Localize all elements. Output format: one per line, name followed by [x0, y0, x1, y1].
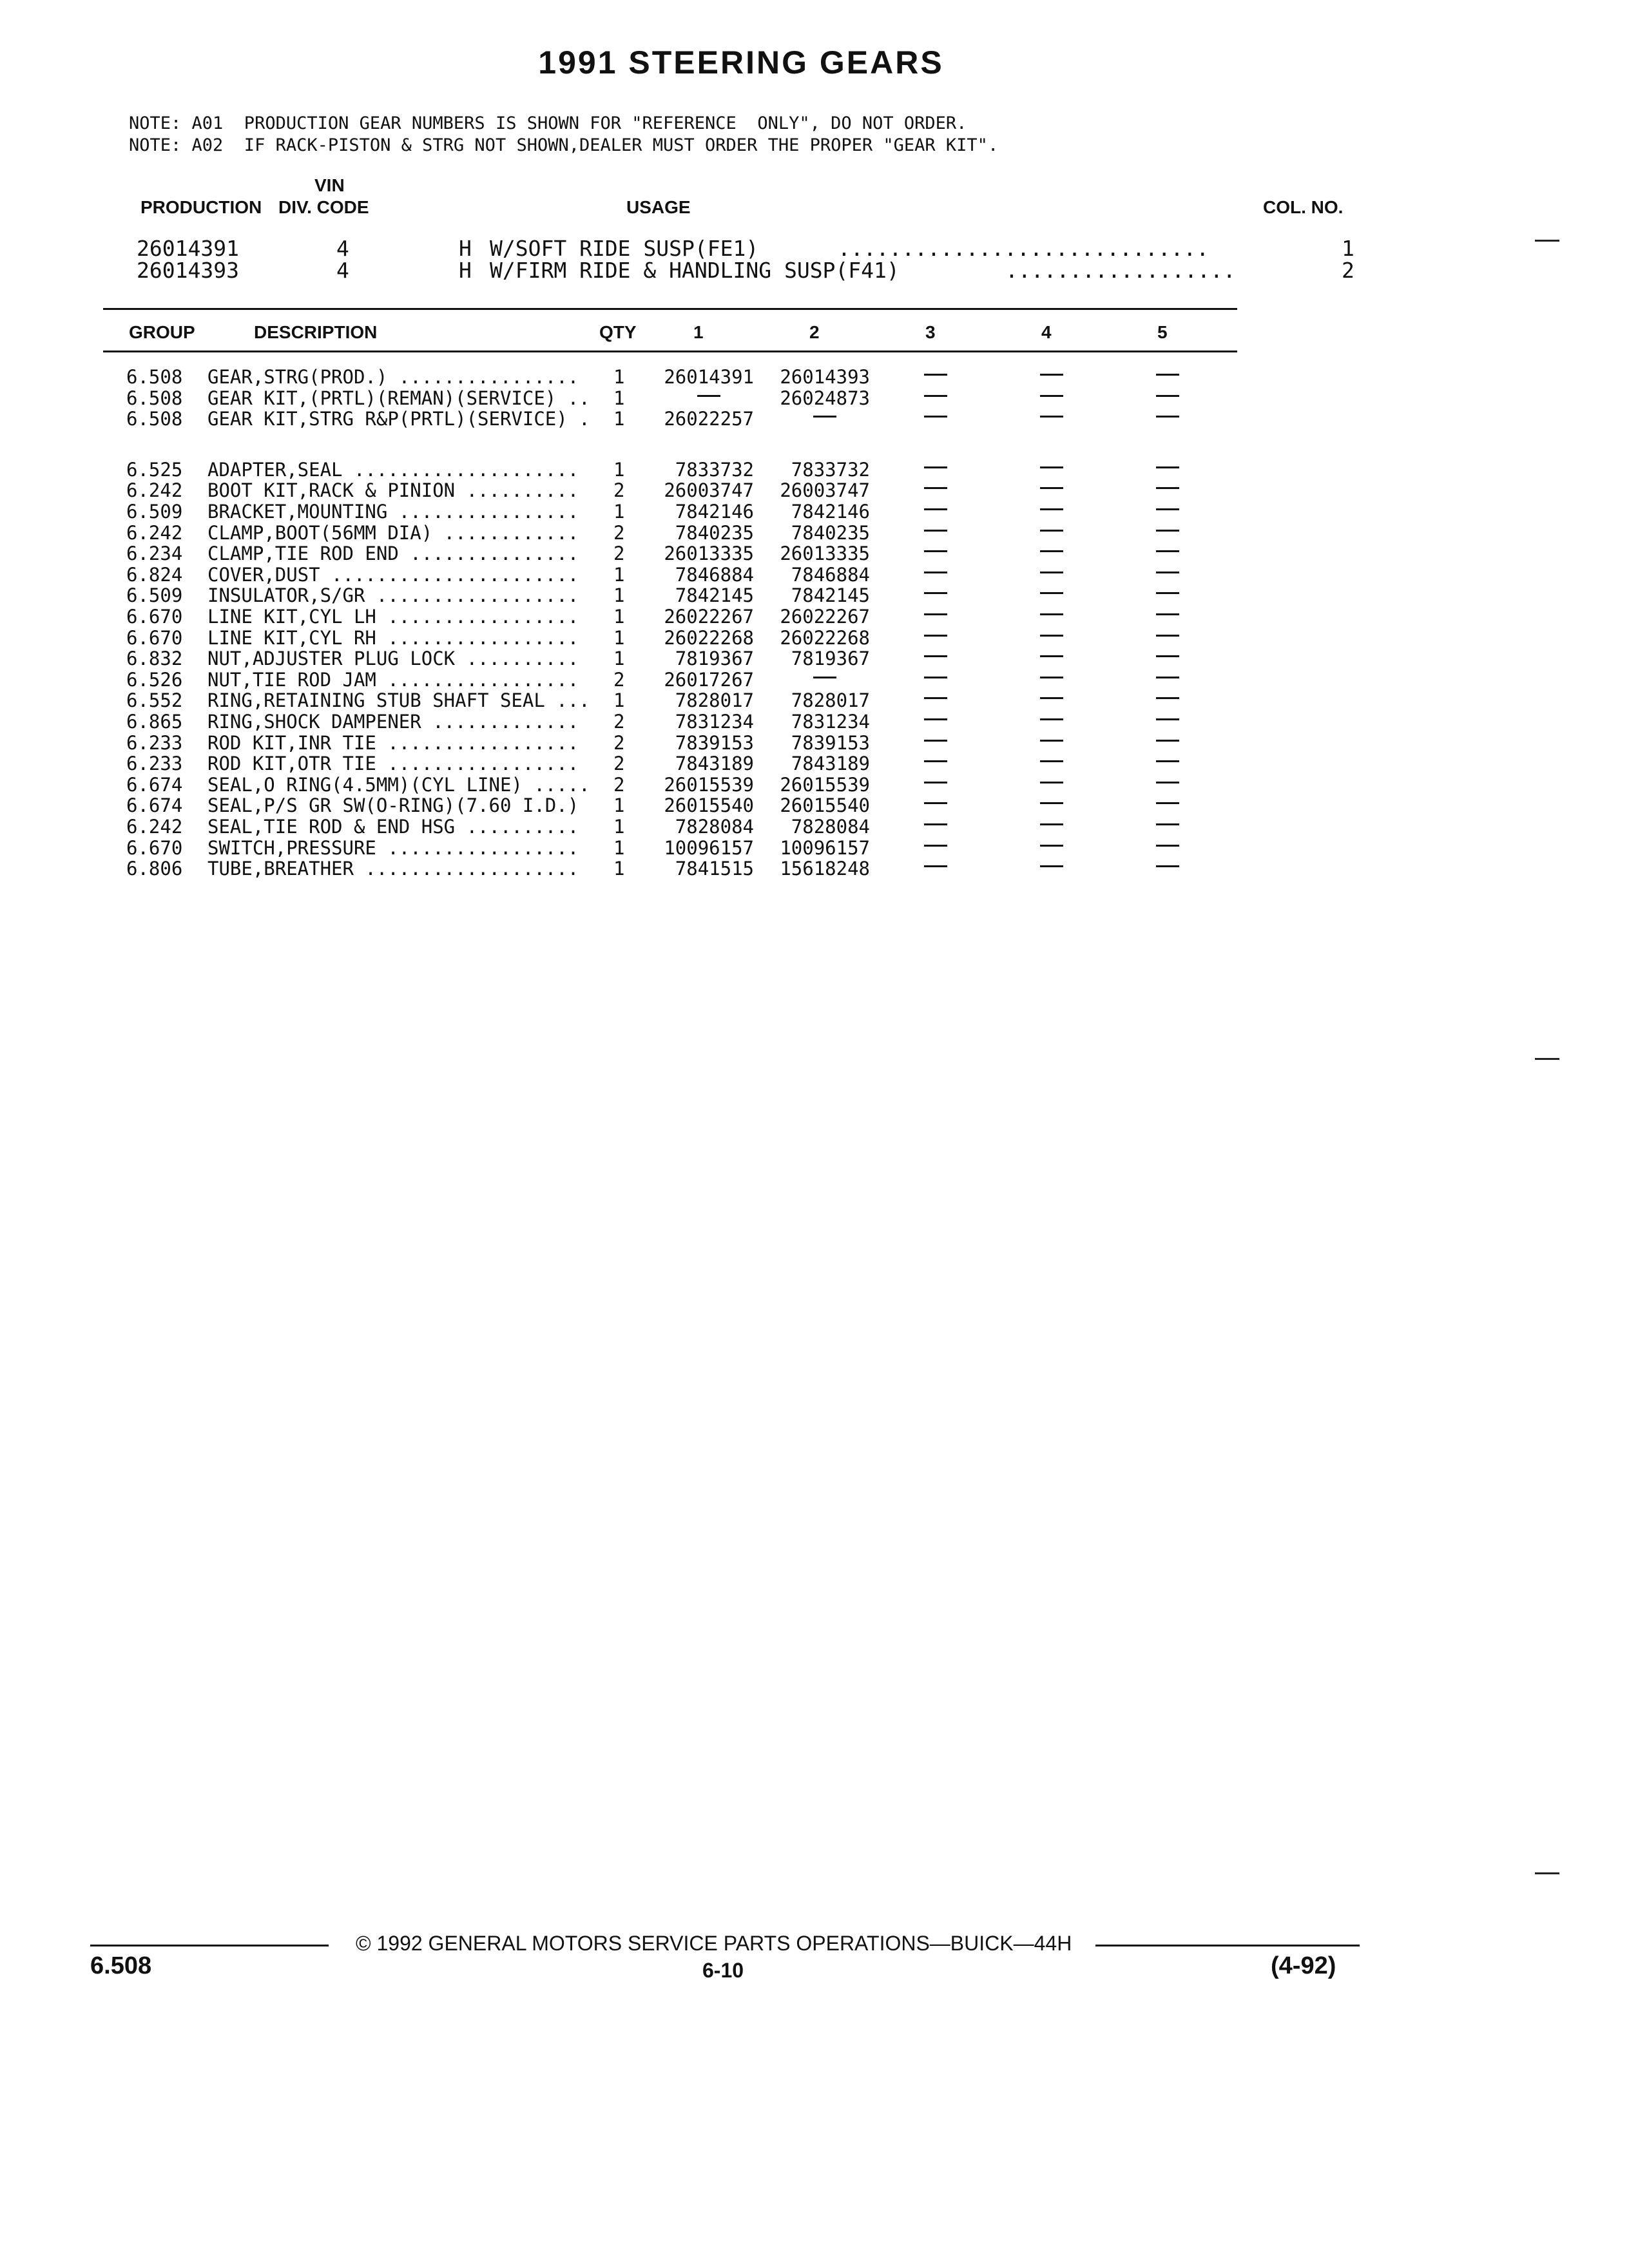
table-row — [0, 501, 1629, 521]
row-col-3-dash — [924, 655, 947, 657]
row-col-2: 7842146 — [791, 501, 870, 523]
row-col-3-dash — [924, 592, 947, 594]
row-qty: 1 — [613, 794, 625, 816]
row-col-4-dash — [1040, 374, 1063, 376]
row-qty: 2 — [613, 753, 625, 774]
row-col-3-dash — [924, 530, 947, 532]
row-col-5-dash — [1156, 613, 1179, 615]
row-description: SEAL,P/S GR SW(O-RING)(7.60 I.D.) — [207, 794, 579, 816]
row-col-1: 7842146 — [675, 501, 754, 523]
row-col-1: 26015540 — [664, 794, 754, 816]
table-row — [0, 564, 1629, 584]
margin-mark — [1535, 240, 1559, 242]
description-column-header: DESCRIPTION — [254, 322, 378, 342]
row-group: 6.832 — [126, 648, 183, 669]
row-col-2: 15618248 — [780, 858, 870, 879]
row-description: BOOT KIT,RACK & PINION .......... — [207, 479, 579, 501]
row-col-2: 7831234 — [791, 711, 870, 733]
row-col-5-dash — [1156, 823, 1179, 825]
row-col-2: 7839153 — [791, 732, 870, 754]
row-description: ROD KIT,OTR TIE ................. — [207, 753, 579, 774]
row-col-2: 26014393 — [780, 366, 870, 388]
row-group: 6.806 — [126, 858, 183, 879]
row-col-4-dash — [1040, 550, 1063, 552]
row-qty: 1 — [613, 816, 625, 838]
group-column-header: GROUP — [129, 322, 195, 342]
row-col-5-dash — [1156, 550, 1179, 552]
column-4-header: 4 — [1041, 322, 1052, 342]
usage-div: 4 — [336, 258, 349, 283]
row-col-4-dash — [1040, 572, 1063, 573]
row-group: 6.670 — [126, 627, 183, 649]
row-qty: 2 — [613, 479, 625, 501]
row-col-4-dash — [1040, 865, 1063, 867]
table-row — [0, 479, 1629, 500]
usage-code: H — [459, 236, 472, 261]
row-col-4-dash — [1040, 592, 1063, 594]
row-description: GEAR,STRG(PROD.) ................ — [207, 366, 579, 388]
row-group: 6.508 — [126, 387, 183, 409]
margin-mark — [1535, 1058, 1559, 1060]
table-row — [0, 774, 1629, 794]
column-2-header: 2 — [809, 322, 820, 342]
row-qty: 2 — [613, 774, 625, 796]
table-top-rule — [103, 308, 1237, 310]
row-group: 6.865 — [126, 711, 183, 733]
row-group: 6.242 — [126, 479, 183, 501]
row-col-2: 7843189 — [791, 753, 870, 774]
row-col-1: 26013335 — [664, 543, 754, 564]
table-row — [0, 627, 1629, 648]
note-a01: NOTE: A01 PRODUCTION GEAR NUMBERS IS SHOWN FOR "REFERENCE ONLY", DO NOT ORDER. — [129, 113, 967, 133]
page-title: 1991 STEERING GEARS — [538, 44, 944, 81]
usage-description: W/SOFT RIDE SUSP(FE1) — [490, 236, 759, 261]
row-qty: 1 — [613, 689, 625, 711]
row-col-5-dash — [1156, 635, 1179, 637]
row-col-3-dash — [924, 395, 947, 397]
margin-mark — [1535, 1872, 1559, 1874]
copyright-text: © 1992 GENERAL MOTORS SERVICE PARTS OPERATIONS—BUICK—44H — [356, 1932, 1072, 1955]
row-col-4-dash — [1040, 416, 1063, 418]
row-group: 6.242 — [126, 522, 183, 544]
table-row — [0, 753, 1629, 773]
table-row — [0, 366, 1629, 387]
table-row — [0, 648, 1629, 668]
row-group: 6.526 — [126, 669, 183, 691]
row-group: 6.508 — [126, 408, 183, 430]
usage-col-no: 2 — [1342, 258, 1354, 283]
row-col-5-dash — [1156, 740, 1179, 742]
footer-rule-left — [90, 1945, 329, 1946]
row-col-2: 26024873 — [780, 387, 870, 409]
row-col-1: 26022267 — [664, 606, 754, 628]
row-col-4-dash — [1040, 466, 1063, 468]
row-col-5-dash — [1156, 697, 1179, 699]
row-col-1: 7842145 — [675, 584, 754, 606]
row-col-4-dash — [1040, 655, 1063, 657]
usage-header: USAGE — [626, 197, 691, 217]
row-col-2: 7828084 — [791, 816, 870, 838]
row-col-1: 26014391 — [664, 366, 754, 388]
table-row — [0, 387, 1629, 408]
row-description: LINE KIT,CYL RH ................. — [207, 627, 579, 649]
usage-col-no: 1 — [1342, 236, 1354, 261]
table-row — [0, 689, 1629, 710]
row-col-1: 7846884 — [675, 564, 754, 586]
row-description: RING,SHOCK DAMPENER ............. — [207, 711, 579, 733]
row-col-4-dash — [1040, 782, 1063, 783]
row-qty: 2 — [613, 543, 625, 564]
table-row — [0, 837, 1629, 858]
row-col-2: 26013335 — [780, 543, 870, 564]
table-row — [0, 606, 1629, 626]
page-number: 6-10 — [702, 1959, 744, 1982]
row-col-1: 7843189 — [675, 753, 754, 774]
usage-description: W/FIRM RIDE & HANDLING SUSP(F41) — [490, 258, 900, 283]
row-col-1: 7839153 — [675, 732, 754, 754]
row-col-1-dash — [697, 395, 720, 397]
row-description: RING,RETAINING STUB SHAFT SEAL ... — [207, 689, 590, 711]
row-col-4-dash — [1040, 395, 1063, 397]
row-col-5-dash — [1156, 487, 1179, 489]
row-col-3-dash — [924, 718, 947, 720]
row-qty: 1 — [613, 584, 625, 606]
row-col-1: 26022268 — [664, 627, 754, 649]
row-col-5-dash — [1156, 374, 1179, 376]
row-col-5-dash — [1156, 572, 1179, 573]
col-no-header: COL. NO. — [1263, 197, 1344, 217]
usage-production: 26014391 — [137, 236, 239, 261]
row-description: GEAR KIT,(PRTL)(REMAN)(SERVICE) .. — [207, 387, 590, 409]
row-col-3-dash — [924, 487, 947, 489]
row-col-2: 26022268 — [780, 627, 870, 649]
table-row — [0, 711, 1629, 731]
row-group: 6.508 — [126, 366, 183, 388]
row-col-1: 7841515 — [675, 858, 754, 879]
row-col-4-dash — [1040, 508, 1063, 510]
usage-div: 4 — [336, 236, 349, 261]
table-row — [0, 858, 1629, 878]
section-number: 6.508 — [90, 1952, 152, 1979]
row-col-3-dash — [924, 550, 947, 552]
row-col-2: 26015540 — [780, 794, 870, 816]
row-qty: 1 — [613, 366, 625, 388]
row-qty: 1 — [613, 387, 625, 409]
row-group: 6.509 — [126, 501, 183, 523]
footer-rule-right — [1095, 1945, 1360, 1946]
row-qty: 1 — [613, 459, 625, 481]
row-col-3-dash — [924, 635, 947, 637]
row-col-3-dash — [924, 740, 947, 742]
row-col-2: 26022267 — [780, 606, 870, 628]
usage-dots: ............................. — [838, 236, 1210, 261]
row-col-1: 7819367 — [675, 648, 754, 669]
row-col-4-dash — [1040, 823, 1063, 825]
row-description: ADAPTER,SEAL .................... — [207, 459, 579, 481]
row-description: NUT,ADJUSTER PLUG LOCK .......... — [207, 648, 579, 669]
row-qty: 1 — [613, 837, 625, 859]
table-row — [0, 459, 1629, 479]
row-description: CLAMP,TIE ROD END ............... — [207, 543, 579, 564]
row-col-1: 10096157 — [664, 837, 754, 859]
row-col-3-dash — [924, 697, 947, 699]
div-code-header: DIV. CODE — [278, 197, 369, 217]
row-col-3-dash — [924, 782, 947, 783]
row-qty: 2 — [613, 522, 625, 544]
table-row — [0, 794, 1629, 815]
row-description: COVER,DUST ...................... — [207, 564, 579, 586]
row-qty: 1 — [613, 501, 625, 523]
row-col-1: 7840235 — [675, 522, 754, 544]
row-qty: 1 — [613, 627, 625, 649]
row-col-5-dash — [1156, 592, 1179, 594]
row-col-4-dash — [1040, 530, 1063, 532]
row-group: 6.509 — [126, 584, 183, 606]
row-group: 6.552 — [126, 689, 183, 711]
row-col-4-dash — [1040, 845, 1063, 847]
row-group: 6.233 — [126, 753, 183, 774]
row-col-3-dash — [924, 802, 947, 804]
column-5-header: 5 — [1157, 322, 1168, 342]
row-col-1: 26022257 — [664, 408, 754, 430]
row-col-3-dash — [924, 416, 947, 418]
vin-header: VIN — [314, 175, 345, 195]
row-col-5-dash — [1156, 655, 1179, 657]
row-description: SWITCH,PRESSURE ................. — [207, 837, 579, 859]
row-col-4-dash — [1040, 740, 1063, 742]
row-col-3-dash — [924, 508, 947, 510]
row-description: LINE KIT,CYL LH ................. — [207, 606, 579, 628]
table-row — [0, 543, 1629, 563]
row-col-2: 7819367 — [791, 648, 870, 669]
row-col-5-dash — [1156, 718, 1179, 720]
table-row — [0, 584, 1629, 605]
row-col-5-dash — [1156, 845, 1179, 847]
table-row — [0, 522, 1629, 543]
row-col-4-dash — [1040, 802, 1063, 804]
row-col-2: 7833732 — [791, 459, 870, 481]
row-description: GEAR KIT,STRG R&P(PRTL)(SERVICE) . — [207, 408, 590, 430]
row-col-2: 7846884 — [791, 564, 870, 586]
row-col-3-dash — [924, 845, 947, 847]
usage-dots: .................. — [1005, 258, 1236, 283]
row-col-2: 10096157 — [780, 837, 870, 859]
row-col-5-dash — [1156, 508, 1179, 510]
row-col-2: 26015539 — [780, 774, 870, 796]
row-col-3-dash — [924, 760, 947, 762]
row-group: 6.670 — [126, 837, 183, 859]
row-col-5-dash — [1156, 782, 1179, 783]
row-description: SEAL,O RING(4.5MM)(CYL LINE) ..... — [207, 774, 590, 796]
row-col-1: 26017267 — [664, 669, 754, 691]
row-col-3-dash — [924, 613, 947, 615]
row-col-5-dash — [1156, 416, 1179, 418]
row-description: SEAL,TIE ROD & END HSG .......... — [207, 816, 579, 838]
row-group: 6.670 — [126, 606, 183, 628]
row-qty: 2 — [613, 711, 625, 733]
note-a02: NOTE: A02 IF RACK-PISTON & STRG NOT SHOWN,DEALER MUST ORDER THE PROPER "GEAR KIT". — [129, 135, 999, 155]
column-1-header: 1 — [693, 322, 704, 342]
row-col-1: 7831234 — [675, 711, 754, 733]
column-3-header: 3 — [925, 322, 936, 342]
row-col-5-dash — [1156, 466, 1179, 468]
row-col-4-dash — [1040, 635, 1063, 637]
table-row — [0, 816, 1629, 836]
row-col-4-dash — [1040, 677, 1063, 678]
row-qty: 1 — [613, 648, 625, 669]
usage-production: 26014393 — [137, 258, 239, 283]
row-col-1: 26003747 — [664, 479, 754, 501]
row-col-3-dash — [924, 466, 947, 468]
table-header-rule — [103, 351, 1237, 352]
row-col-1: 7828017 — [675, 689, 754, 711]
row-col-3-dash — [924, 823, 947, 825]
row-col-4-dash — [1040, 760, 1063, 762]
row-col-3-dash — [924, 677, 947, 678]
row-qty: 1 — [613, 606, 625, 628]
usage-code: H — [459, 258, 472, 283]
row-col-2-dash — [813, 416, 836, 418]
row-group: 6.242 — [126, 816, 183, 838]
row-col-2: 7828017 — [791, 689, 870, 711]
row-col-1: 7833732 — [675, 459, 754, 481]
row-description: INSULATOR,S/GR .................. — [207, 584, 579, 606]
revision-date: (4-92) — [1271, 1952, 1336, 1979]
row-col-5-dash — [1156, 530, 1179, 532]
row-group: 6.233 — [126, 732, 183, 754]
row-col-5-dash — [1156, 760, 1179, 762]
row-col-3-dash — [924, 374, 947, 376]
row-description: TUBE,BREATHER ................... — [207, 858, 579, 879]
row-col-2-dash — [813, 677, 836, 678]
row-group: 6.234 — [126, 543, 183, 564]
row-qty: 1 — [613, 564, 625, 586]
row-col-2: 26003747 — [780, 479, 870, 501]
qty-column-header: QTY — [599, 322, 637, 342]
row-group: 6.824 — [126, 564, 183, 586]
row-col-4-dash — [1040, 718, 1063, 720]
row-group: 6.674 — [126, 774, 183, 796]
production-header: PRODUCTION — [140, 197, 262, 217]
row-col-5-dash — [1156, 395, 1179, 397]
row-qty: 1 — [613, 408, 625, 430]
row-col-2: 7840235 — [791, 522, 870, 544]
row-col-1: 26015539 — [664, 774, 754, 796]
row-col-5-dash — [1156, 677, 1179, 678]
row-group: 6.525 — [126, 459, 183, 481]
row-col-1: 7828084 — [675, 816, 754, 838]
row-description: CLAMP,BOOT(56MM DIA) ............ — [207, 522, 579, 544]
row-col-4-dash — [1040, 487, 1063, 489]
row-col-4-dash — [1040, 613, 1063, 615]
row-col-3-dash — [924, 865, 947, 867]
table-row — [0, 408, 1629, 428]
table-row — [0, 669, 1629, 689]
table-row — [0, 732, 1629, 753]
row-description: ROD KIT,INR TIE ................. — [207, 732, 579, 754]
row-qty: 2 — [613, 669, 625, 691]
row-description: NUT,TIE ROD JAM ................. — [207, 669, 579, 691]
row-col-2: 7842145 — [791, 584, 870, 606]
row-col-3-dash — [924, 572, 947, 573]
row-col-4-dash — [1040, 697, 1063, 699]
row-qty: 2 — [613, 732, 625, 754]
row-group: 6.674 — [126, 794, 183, 816]
row-col-5-dash — [1156, 802, 1179, 804]
row-qty: 1 — [613, 858, 625, 879]
row-col-5-dash — [1156, 865, 1179, 867]
row-description: BRACKET,MOUNTING ................ — [207, 501, 579, 523]
